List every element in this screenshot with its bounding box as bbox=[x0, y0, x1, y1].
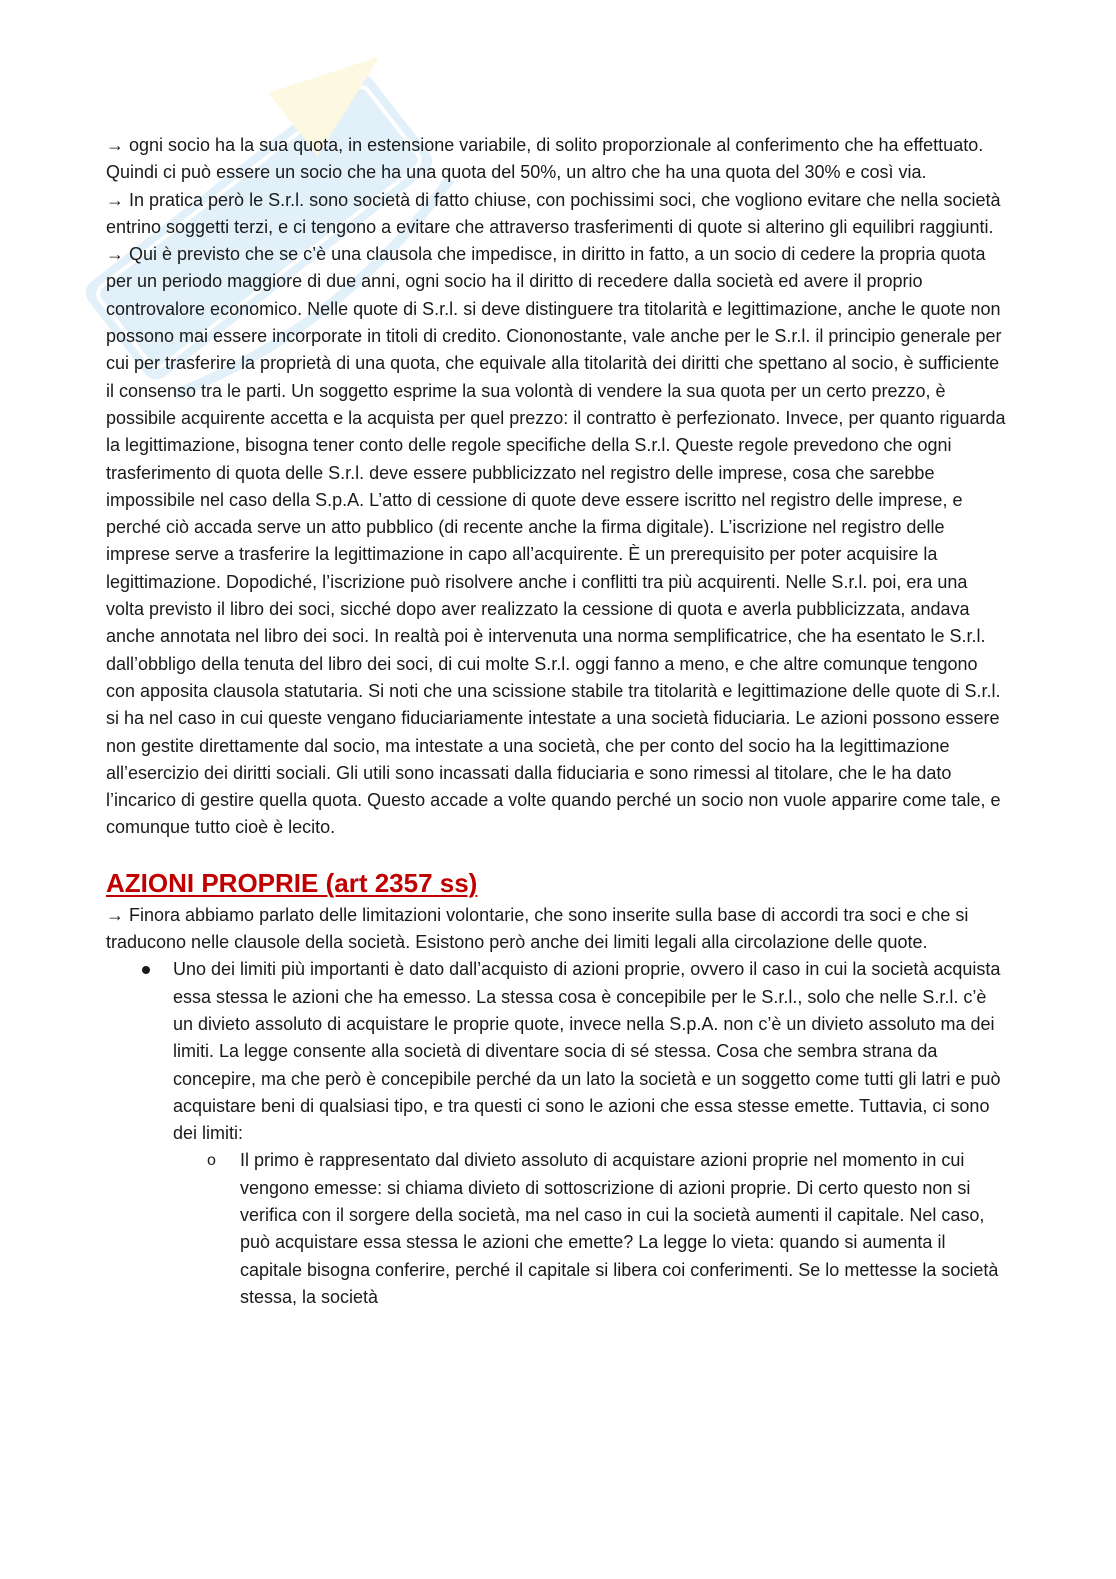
paragraph-srl: → In pratica però le S.r.l. sono società di fatto chiuse, con pochissimi soci, che vogliono evitare che nella società entrino soggetti terzi, e ci tengono a evitare che attraverso trasferimenti di quote si alterino gli equilibri raggiunti. → Qui è previsto che se c’è una clausola che impedisce, in diritto in fatto, a un socio di cedere la propria quota per un periodo maggiore di due anni, ogni socio ha il diritto di recedere dalla società ed avere il proprio controvalore economico. Nelle quote di S.r.l. si deve distinguere tra titolarità e legittimazione, anche le quote non possono mai essere incorporate in titoli di credito. Ciononostante, vale anche per le S.r.l. il principio generale per cui per trasferire la proprietà di una quota, che equivale alla titolarità dei diritti che spettano al socio, è sufficiente il consenso tra le parti. Un soggetto esprime la sua volontà di vendere la sua quota per un certo prezzo, è possibile acquirente accetta e la acquista per quel prezzo: il contratto è perfezionato. Invece, per quanto riguarda la legittimazione, bisogna tener conto delle regole specifiche della S.r.l. Queste regole prevedono che ogni trasferimento di quota delle S.r.l. deve essere pubblicizzato nel registro delle imprese, cosa che sarebbe impossibile nel caso della S.p.A. L’atto di cessione di quote deve essere iscritto nel registro delle imprese, e perché ciò accada serve un atto pubblico (di recente anche la firma digitale). L’iscrizione nel registro delle imprese serve a trasferire la legittimazione in capo all’acquirente. È un prerequisito per poter acquisire la legittimazione. Dopodiché, l’iscrizione può risolvere anche i conflitti tra più acquirenti. Nelle S.r.l. poi, era una volta previsto il libro dei soci, sicché dopo aver realizzato la cessione di quota e averla pubblicizzata, andava anche annotata nel libro dei soci. In realtà poi è intervenuta una norma semplificatrice, che ha esentato le S.r.l. dall’obbligo della tenuta del libro dei soci, di cui molte S.r.l. oggi fanno a meno, e che altre comunque tengono con apposita clausola statutaria. Si noti che una scissione stabile tra titolarità e legittimazione delle quote di S.r.l. si ha nel caso in cui queste vengano fiduciariamente intestate a una società fiduciaria. Le azioni possono essere non gestite direttamente dal socio, ma intestate a una società, che per conto del socio ha la legittimazione all’esercizio dei diritti sociali. Gli utili sono incassati dalla fiduciaria e sono rimessi al titolare, che le ha dato l’incarico di gestire quella quota. Questo accade a volte quando perché un socio non vuole apparire come tale, e comunque tutto cioè è lecito. bbox=[106, 189, 1006, 838]
sub-bullet-item-text: Il primo è rappresentato dal divieto assoluto di acquistare azioni proprie nel momento in cui vengono emesse: si chiama divieto di sottoscrizione di azioni proprie. Di certo questo non si verifica con il sorgere della società, ma nel caso in cui la società aumenti il capitale. Nel caso, può acquistare essa stessa le azioni che emette? La legge lo vieta: quando si aumenta il capitale bisogna conferire, perché il capitale si libera coi conferimenti. Se lo mettesse la società stessa, la società bbox=[240, 1150, 999, 1307]
paragraph-azioni: → Finora abbiamo parlato delle limitazioni volontarie, che sono inserite sulla base di accordi tra soci e che si traducono nelle clausole della società. Esistono però anche dei limiti legali alla circolazione delle quote. bbox=[106, 904, 969, 953]
document-page bbox=[106, 132, 1006, 1311]
sub-bullet-item bbox=[173, 1147, 1006, 1311]
paragraph-intro: → ogni socio ha la sua quota, in estensione variabile, di solito proporzionale al conferimento che ha effettuato. Quindi ci può essere un socio che ha una quota del 50%, un altro che ha una quota del 30% e così via. bbox=[106, 135, 984, 183]
bullet-item bbox=[106, 956, 1006, 1311]
bullet-item-text: Uno dei limiti più importanti è dato dall’acquisto di azioni proprie, ovvero il caso in cui la società acquista essa stessa le azioni che ha emesso. La stessa cosa è concepibile per le S.r.l., solo che nelle S.r.l. c’è un divieto assoluto di acquistare le proprie quote, invece nella S.p.A. non c’è un divieto assoluto ma dei limiti. La legge consente alla società di diventare socia di sé stessa. Cosa che sembra strana da concepire, ma che però è concepibile perché da un lato la società e un soggetto come tutti gli latri e può acquistare beni di qualsiasi tipo, e tra questi ci sono le azioni che essa stesse emette. Tuttavia, ci sono dei limiti: bbox=[173, 959, 1001, 1144]
section-heading-azioni-proprie: AZIONI PROPRIE (art 2357 ss) bbox=[106, 867, 478, 898]
bullet-dot-icon bbox=[142, 966, 150, 974]
bullet-list bbox=[106, 956, 1006, 1311]
circle-bullet-icon: o bbox=[207, 1152, 216, 1170]
sub-bullet-list bbox=[173, 1147, 1006, 1311]
